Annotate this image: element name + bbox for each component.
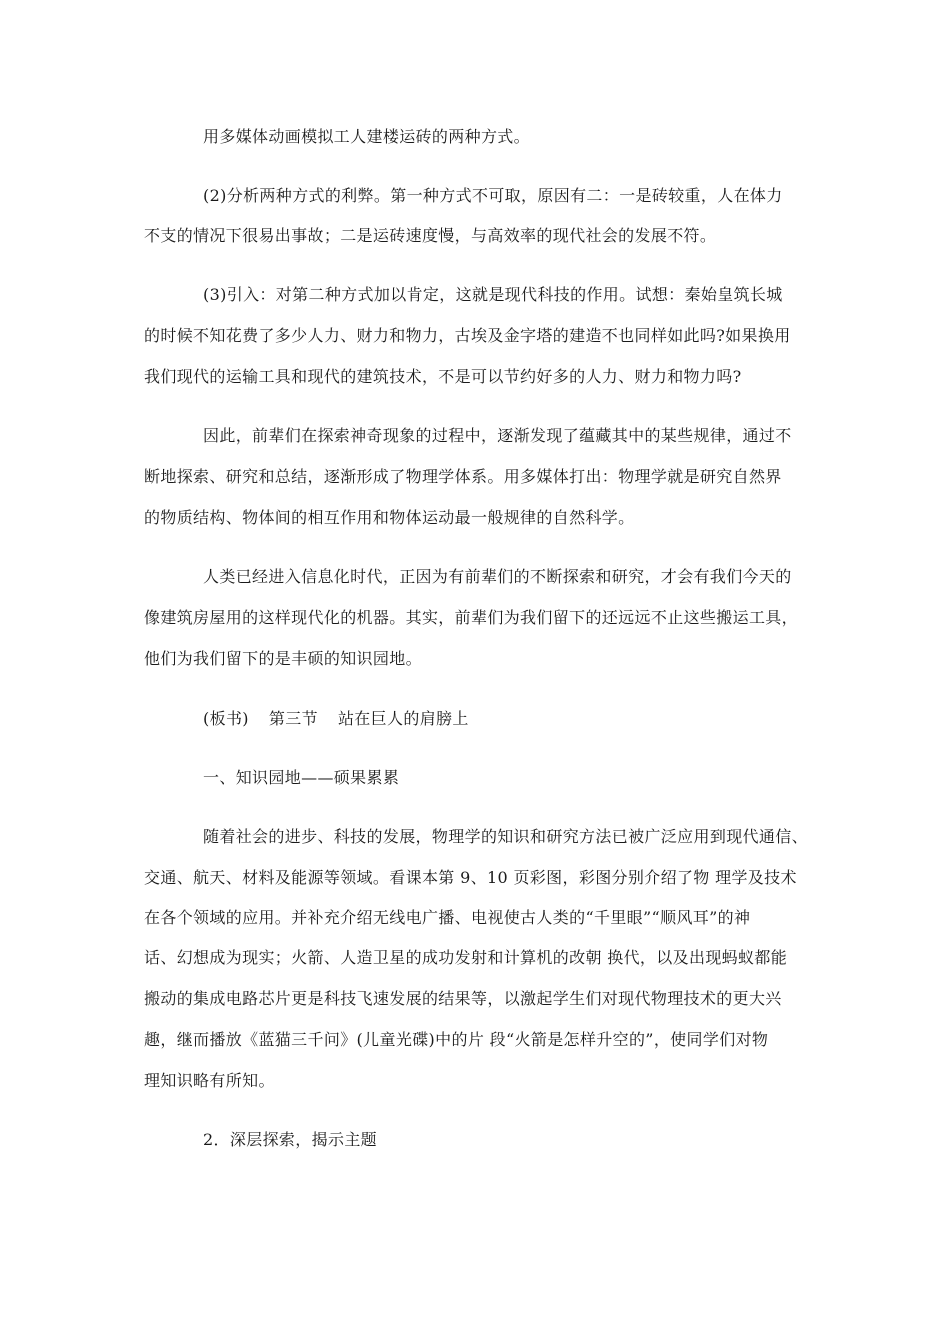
section-number: 第三节 — [268, 709, 318, 728]
paragraph-line: 话、幻想成为现实；火箭、人造卫星的成功发射和计算机的改朝 换代，以及出现蚂蚁都能 — [144, 948, 788, 967]
paragraph-line: 交通、航天、材料及能源等领域。看课本第 9、10 页彩图，彩图分别介绍了物 理学及技术 — [144, 868, 797, 887]
paragraph-line: 理知识略有所知。 — [144, 1071, 275, 1090]
section-title: 站在巨人的肩膀上 — [337, 709, 469, 728]
paragraph-line: 他们为我们留下的是丰硕的知识园地。 — [144, 649, 422, 668]
paragraph-line: 人类已经进入信息化时代，正因为有前辈们的不断探索和研究，才会有我们今天的 — [203, 567, 792, 586]
paragraph-line: 的物质结构、物体间的相互作用和物体运动最一般规律的自然科学。 — [144, 508, 635, 527]
paragraph-line: (3)引入：对第二种方式加以肯定，这就是现代科技的作用。试想：秦始皇筑长城 — [203, 285, 783, 304]
paragraph-line: 因此，前辈们在探索神奇现象的过程中，逐渐发现了蕴藏其中的某些规律，通过不 — [203, 426, 792, 445]
subsection-heading: 2．深层探索，揭示主题 — [203, 1130, 378, 1149]
board-label: (板书) — [203, 709, 249, 728]
paragraph-line: 我们现代的运输工具和现代的建筑技术，不是可以节约好多的人力、财力和物力吗? — [144, 367, 742, 386]
paragraph-line: 不支的情况下很易出事故；二是运砖速度慢，与高效率的现代社会的发展不符。 — [144, 226, 717, 245]
board-heading — [203, 708, 469, 730]
paragraph-line: 的时候不知花费了多少人力、财力和物力，古埃及金字塔的建造不也同样如此吗?如果换用 — [144, 326, 791, 345]
paragraph-line: 趣，继而播放《蓝猫三千问》(儿童光碟)中的片 段“火箭是怎样升空的”，使同学们对物 — [144, 1030, 769, 1049]
paragraph-line: 像建筑房屋用的这样现代化的机器。其实，前辈们为我们留下的还远远不止这些搬运工具， — [144, 608, 799, 627]
paragraph-line: 搬动的集成电路芯片更是科技飞速发展的结果等，以激起学生们对现代物理技术的更大兴 — [144, 989, 782, 1008]
paragraph-line: 断地探索、研究和总结，逐渐形成了物理学体系。用多媒体打出：物理学就是研究自然界 — [144, 467, 782, 486]
paragraph-line: 用多媒体动画模拟工人建楼运砖的两种方式。 — [203, 127, 531, 146]
paragraph-line: (2)分析两种方式的利弊。第一种方式不可取，原因有二：一是砖较重，人在体力 — [203, 186, 783, 205]
paragraph-line: 在各个领域的应用。并补充介绍无线电广播、电视使古人类的“千里眼”“顺风耳”的神 — [144, 908, 751, 927]
paragraph-line: 随着社会的进步、科技的发展，物理学的知识和研究方法已被广泛应用到现代通信、 — [203, 827, 808, 846]
section-heading: 一、知识园地——硕果累累 — [203, 768, 400, 787]
